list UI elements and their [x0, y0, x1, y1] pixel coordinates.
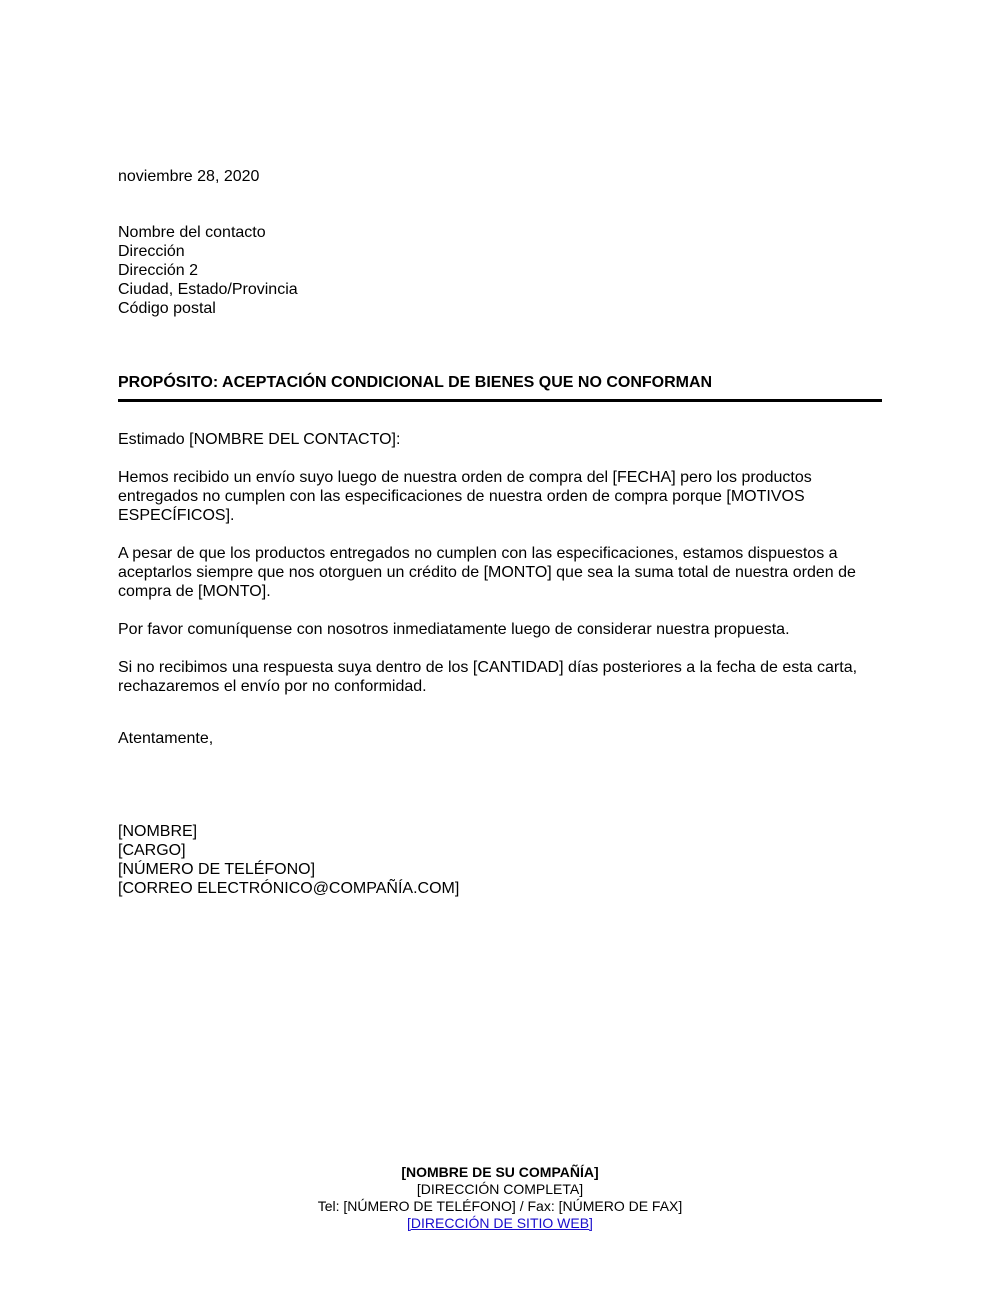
signature-phone: [NÚMERO DE TELÉFONO]: [118, 861, 316, 878]
letter-body: [118, 430, 882, 715]
signature-title: [CARGO]: [118, 842, 186, 859]
footer-address: [DIRECCIÓN COMPLETA]: [416, 1181, 584, 1197]
recipient-name: Nombre del contacto: [118, 224, 266, 241]
footer-contact: Tel: [NÚMERO DE TELÉFONO] / Fax: [NÚMERO DE FAX]: [317, 1198, 683, 1214]
footer-company-name: [NOMBRE DE SU COMPAÑÍA]: [401, 1164, 599, 1180]
subject-divider: [118, 399, 882, 402]
body-paragraph: Por favor comuníquense con nosotros inmediatamente luego de considerar nuestra propuesta.: [118, 621, 790, 638]
signature-email: [CORREO ELECTRÓNICO@COMPAÑÍA.COM]: [118, 880, 460, 897]
recipient-address-line-1: Dirección: [118, 243, 185, 260]
company-footer: [0, 1164, 1000, 1232]
signature-name: [NOMBRE]: [118, 823, 198, 840]
letter-closing: Atentamente,: [118, 730, 214, 747]
salutation: Estimado [NOMBRE DEL CONTACTO]:: [118, 431, 401, 448]
recipient-address-line-2: Dirección 2: [118, 262, 199, 279]
body-paragraph: A pesar de que los productos entregados no cumplen con las especificaciones, estamos dispuestos a aceptarlos siempre que nos otorguen un crédito de [MONTO] que sea la suma total de nuestra orden de compra de [MONTO].: [118, 545, 856, 600]
body-paragraph: Si no recibimos una respuesta suya dentro de los [CANTIDAD] días posteriores a la fecha de esta carta, rechazaremos el envío por no conformidad.: [118, 659, 858, 695]
footer-website-link[interactable]: [DIRECCIÓN DE SITIO WEB]: [407, 1215, 593, 1231]
recipient-address: [118, 223, 298, 318]
recipient-postal-code: Código postal: [118, 300, 216, 317]
letter-date: noviembre 28, 2020: [118, 168, 260, 185]
body-paragraph: Hemos recibido un envío suyo luego de nuestra orden de compra del [FECHA] pero los productos entregados no cumplen con las especificaciones de nuestra orden de compra porque [MOTIVOS ESPECÍFICOS].: [118, 469, 812, 524]
recipient-city-state: Ciudad, Estado/Provincia: [118, 281, 298, 298]
signature-block: [118, 822, 459, 898]
letter-subject: PROPÓSITO: ACEPTACIÓN CONDICIONAL DE BIENES QUE NO CONFORMAN: [118, 374, 713, 391]
